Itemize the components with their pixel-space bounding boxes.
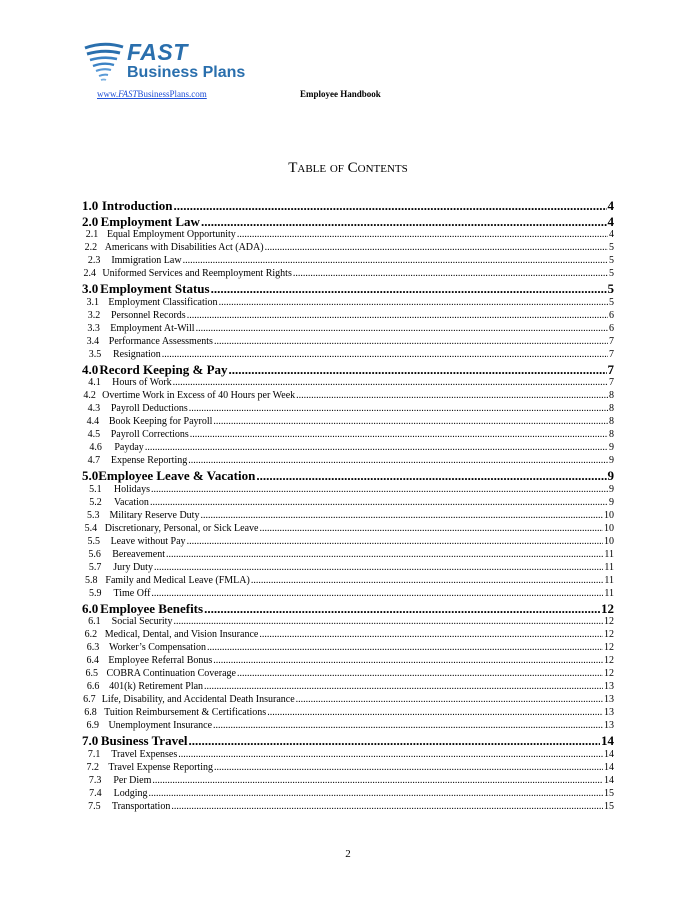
- toc-subsection-row[interactable]: [82, 442, 614, 455]
- toc-entry-title: Book Keeping for Payroll: [108, 416, 213, 427]
- toc-entry-title: Transportation: [111, 800, 171, 812]
- toc-entry-page: 12: [604, 668, 614, 679]
- toc-entry-page: 15: [604, 787, 614, 799]
- toc-dot-leader: [151, 484, 608, 495]
- toc-entry-number: 5.0: [82, 468, 99, 483]
- toc-subsection-row[interactable]: [82, 775, 614, 788]
- toc-entry-page: 14: [604, 774, 614, 786]
- toc-subsection-row[interactable]: [82, 575, 614, 588]
- toc-entry-number: 7.5: [88, 800, 101, 812]
- toc-entry-page: 5: [609, 255, 614, 266]
- toc-subsection-row[interactable]: [82, 588, 614, 601]
- toc-dot-leader: [152, 775, 603, 786]
- toc-entry-page: 8: [609, 403, 614, 414]
- toc-entry-title: Resignation: [112, 348, 161, 360]
- toc-subsection-row[interactable]: [82, 694, 614, 707]
- toc-subsection-row[interactable]: [82, 484, 614, 497]
- toc-entry-title: Military Reserve Duty: [109, 509, 200, 521]
- toc-dot-leader: [201, 214, 607, 230]
- toc-entry-title: Per Diem: [113, 774, 152, 786]
- toc-entry-page: 13: [604, 720, 614, 731]
- toc-entry-number: 4.4: [86, 416, 100, 427]
- website-link-prefix: www.: [97, 89, 119, 99]
- toc-subsection-row[interactable]: [82, 616, 614, 629]
- toc-entry-page: 8: [609, 416, 614, 427]
- toc-entry-page: 13: [604, 707, 614, 718]
- toc-dot-leader: [204, 601, 600, 617]
- toc-entry-title: Immigration Law: [111, 255, 182, 266]
- toc-subsection-row[interactable]: [82, 229, 614, 242]
- toc-entry-page: 4: [607, 198, 614, 213]
- toc-dot-leader: [200, 510, 603, 521]
- toc-entry-number: 4.1: [88, 377, 101, 388]
- toc-entry-title: Employment Law: [100, 213, 200, 229]
- toc-entry-title: Jury Duty: [113, 561, 153, 573]
- toc-entry-number: 4.7: [87, 455, 101, 466]
- toc-entry-title: Payroll Corrections: [110, 429, 189, 440]
- toc-entry-number: 3.2: [87, 309, 101, 321]
- toc-section-row[interactable]: [82, 468, 614, 484]
- toc-entry-number: 1.0: [82, 198, 99, 213]
- toc-subsection-row[interactable]: [82, 749, 614, 762]
- toc-entry-title: Bereavement: [112, 548, 166, 560]
- toc-entry-page: 13: [604, 681, 614, 692]
- toc-entry-title: Payday: [114, 442, 144, 453]
- logo-text-business-plans: Business Plans: [127, 64, 246, 81]
- toc-entry-title: Record Keeping & Pay: [99, 361, 228, 377]
- toc-entry-page: 14: [604, 761, 614, 773]
- toc-subsection-row[interactable]: [82, 349, 614, 362]
- toc-dot-leader: [237, 668, 603, 679]
- toc-entry-title: Performance Assessments: [108, 335, 213, 347]
- toc-dot-leader: [293, 268, 608, 279]
- toc-subsection-row[interactable]: [82, 268, 614, 281]
- toc-entry-page: 7: [609, 348, 614, 360]
- toc-entry-page: 12: [604, 629, 614, 640]
- toc-subsection-row[interactable]: [82, 297, 614, 310]
- toc-dot-leader: [219, 297, 608, 308]
- toc-subsection-row[interactable]: [82, 801, 614, 814]
- toc-subsection-row[interactable]: [82, 536, 614, 549]
- toc-entry-page: 7: [609, 335, 614, 347]
- toc-entry-page: 12: [601, 600, 614, 616]
- toc-dot-leader: [211, 281, 607, 297]
- toc-entry-title: Business Travel: [100, 733, 188, 748]
- toc-entry-title: Employee Benefits: [100, 600, 204, 616]
- toc-subsection-row[interactable]: [82, 629, 614, 642]
- toc-entry-page: 11: [604, 561, 614, 573]
- toc-entry-number: 6.4: [86, 655, 99, 666]
- website-link-brand: FAST: [118, 89, 138, 99]
- toc-entry-title: Hours of Work: [112, 377, 172, 388]
- toc-subsection-row[interactable]: [82, 429, 614, 442]
- toc-subsection-row[interactable]: [82, 549, 614, 562]
- toc-entry-page: 11: [604, 587, 614, 599]
- toc-entry-number: 6.3: [86, 642, 100, 653]
- toc-dot-leader: [213, 655, 603, 666]
- toc-entry-title: Leave without Pay: [110, 535, 186, 547]
- toc-entry-page: 9: [609, 496, 614, 508]
- toc-entry-title: Employment Classification: [108, 296, 218, 308]
- toc-dot-leader: [173, 616, 603, 627]
- toc-dot-leader: [237, 229, 608, 240]
- toc-entry-page: 4: [609, 229, 614, 240]
- toc-entry-title: Travel Expenses: [111, 748, 178, 760]
- toc-entry-number: 5.4: [84, 522, 98, 534]
- toc-entry-number: 3.0: [82, 281, 99, 296]
- toc-entry-number: 5.6: [88, 548, 101, 560]
- toc-entry-page: 12: [604, 642, 614, 653]
- toc-entry-title: Life, Disability, and Accidental Death Insurance: [101, 694, 295, 705]
- toc-entry-page: 11: [604, 574, 614, 586]
- toc-dot-leader: [149, 788, 603, 799]
- toc-entry-page: 9: [607, 468, 614, 483]
- toc-entry-page: 9: [609, 442, 614, 453]
- toc-subsection-row[interactable]: [82, 323, 614, 336]
- toc-entry-title: Tuition Reimbursement & Certifications: [104, 707, 267, 718]
- toc-entry-page: 12: [604, 655, 614, 666]
- toc-entry-number: 6.7: [83, 694, 96, 705]
- toc-entry-number: 5.8: [84, 574, 98, 586]
- toc-dot-leader: [296, 694, 603, 705]
- toc-subsection-row[interactable]: [82, 403, 614, 416]
- toc-entry-page: 4: [607, 213, 614, 229]
- toc-subsection-row[interactable]: [82, 377, 614, 390]
- toc-entry-page: 12: [604, 616, 614, 627]
- toc-entry-number: 4.5: [87, 429, 101, 440]
- toc-entry-title: Introduction: [101, 198, 173, 213]
- toc-entry-title: Employment At-Will: [110, 322, 195, 334]
- toc-dot-leader: [259, 523, 603, 534]
- toc-entry-page: 9: [609, 455, 614, 466]
- toc-entry-page: 6: [609, 309, 614, 321]
- toc-entry-title: Vacation: [113, 496, 149, 508]
- toc-subsection-row[interactable]: [82, 788, 614, 801]
- toc-dot-leader: [190, 429, 608, 440]
- toc-dot-leader: [173, 198, 606, 214]
- toc-entry-number: 6.5: [85, 668, 98, 679]
- toc-entry-page: 14: [604, 748, 614, 760]
- toc-entry-title: Holidays: [113, 483, 150, 495]
- toc-entry-page: 9: [609, 483, 614, 495]
- toc-dot-leader: [267, 707, 603, 718]
- toc-subsection-row[interactable]: [82, 720, 614, 733]
- toc-entry-number: 3.5: [88, 348, 102, 360]
- toc-subsection-row[interactable]: [82, 668, 614, 681]
- toc-section-row[interactable]: [82, 198, 614, 214]
- toc-dot-leader: [173, 377, 608, 388]
- toc-subsection-row[interactable]: [82, 642, 614, 655]
- toc-entry-number: 6.2: [84, 629, 98, 640]
- toc-entry-number: 7.3: [88, 774, 102, 786]
- toc-entry-number: 4.6: [89, 442, 102, 453]
- toc-entry-page: 5: [607, 281, 614, 296]
- toc-entry-title: 401(k) Retirement Plan: [109, 681, 204, 692]
- toc-dot-leader: [229, 362, 607, 378]
- toc-dot-leader: [183, 255, 608, 266]
- toc-entry-page: 13: [604, 694, 614, 705]
- toc-dot-leader: [256, 468, 606, 484]
- toc-dot-leader: [162, 349, 608, 360]
- toc-entry-number: 7.2: [86, 761, 99, 773]
- toc-entry-page: 11: [604, 548, 614, 560]
- logo-text-fast: FAST: [127, 39, 188, 65]
- toc-dot-leader: [151, 588, 603, 599]
- toc-entry-number: 2.2: [84, 242, 98, 253]
- toc-entry-number: 3.3: [87, 322, 100, 334]
- toc-entry-title: Employment Status: [100, 281, 210, 296]
- toc-dot-leader: [178, 749, 603, 760]
- toc-dot-leader: [196, 323, 608, 334]
- toc-entry-page: 7: [609, 377, 614, 388]
- toc-subsection-row[interactable]: [82, 510, 614, 523]
- toc-section-row[interactable]: [82, 601, 614, 617]
- toc-entry-title: Time Off: [113, 587, 151, 599]
- toc-subsection-row[interactable]: [82, 681, 614, 694]
- toc-entry-page: 7: [607, 361, 614, 377]
- toc-subsection-row[interactable]: [82, 390, 614, 403]
- toc-entry-number: 2.4: [83, 268, 96, 279]
- toc-section-row[interactable]: [82, 214, 614, 230]
- toc-entry-number: 5.3: [86, 509, 100, 521]
- website-link[interactable]: [97, 89, 207, 99]
- toc-dot-leader: [204, 681, 603, 692]
- toc-subsection-row[interactable]: [82, 255, 614, 268]
- toc-section-row[interactable]: [82, 733, 614, 749]
- toc-entry-title: Uniformed Services and Reemployment Rights: [102, 268, 292, 279]
- tornado-logo-icon: [83, 42, 125, 86]
- toc-entry-page: 14: [601, 733, 614, 748]
- toc-dot-leader: [296, 390, 608, 401]
- toc-entry-number: 5.7: [88, 561, 102, 573]
- toc-subsection-row[interactable]: [82, 497, 614, 510]
- toc-entry-number: 3.1: [86, 296, 99, 308]
- toc-entry-number: 4.3: [87, 403, 101, 414]
- toc-entry-number: 5.9: [88, 587, 102, 599]
- toc-entry-number: 6.0: [82, 600, 99, 616]
- toc-dot-leader: [259, 629, 603, 640]
- document-title: Employee Handbook: [300, 89, 381, 99]
- toc-entry-number: 3.4: [86, 335, 100, 347]
- toc-entry-number: 7.4: [89, 787, 102, 799]
- toc-entry-title: Discretionary, Personal, or Sick Leave: [104, 522, 259, 534]
- toc-entry-page: 8: [609, 429, 614, 440]
- toc-entry-number: 6.8: [84, 707, 97, 718]
- toc-subsection-row[interactable]: [82, 655, 614, 668]
- toc-entry-number: 4.2: [83, 390, 96, 401]
- toc-entry-number: 5.2: [89, 496, 102, 508]
- toc-entry-title: Employee Referral Bonus: [108, 655, 213, 666]
- toc-dot-leader: [154, 562, 603, 573]
- toc-dot-leader: [188, 733, 600, 749]
- toc-entry-title: Social Security: [111, 616, 173, 627]
- toc-entry-title: Medical, Dental, and Vision Insurance: [104, 629, 259, 640]
- toc-dot-leader: [189, 403, 608, 414]
- toc-entry-title: Unemployment Insurance: [108, 720, 213, 731]
- toc-heading: Table of Contents: [288, 160, 408, 176]
- toc-subsection-row[interactable]: [82, 707, 614, 720]
- toc-dot-leader: [213, 720, 603, 731]
- toc-entry-title: Lodging: [113, 787, 148, 799]
- toc-dot-leader: [265, 242, 608, 253]
- toc-entry-title: Equal Employment Opportunity: [106, 229, 236, 240]
- toc-entry-number: 6.9: [86, 720, 99, 731]
- toc-entry-title: Payroll Deductions: [110, 403, 188, 414]
- toc-entry-page: 10: [604, 509, 614, 521]
- toc-entry-page: 5: [609, 296, 614, 308]
- page-number: 2: [345, 848, 351, 860]
- toc-dot-leader: [214, 762, 603, 773]
- toc-subsection-row[interactable]: [82, 562, 614, 575]
- toc-dot-leader: [214, 336, 608, 347]
- toc-entry-page: 5: [609, 268, 614, 279]
- toc-entry-title: Americans with Disabilities Act (ADA): [104, 242, 264, 253]
- toc-dot-leader: [187, 310, 608, 321]
- toc-subsection-row[interactable]: [82, 762, 614, 775]
- toc-subsection-row[interactable]: [82, 523, 614, 536]
- toc-entry-title: Overtime Work in Excess of 40 Hours per Week: [102, 390, 296, 401]
- toc-section-row[interactable]: [82, 362, 614, 378]
- toc-entry-number: 6.6: [86, 681, 100, 692]
- toc-entry-page: 10: [604, 535, 614, 547]
- toc-dot-leader: [166, 549, 603, 560]
- toc-entry-page: 8: [609, 390, 614, 401]
- toc-entry-title: Expense Reporting: [110, 455, 188, 466]
- toc-entry-title: Employee Leave & Vacation: [98, 468, 256, 483]
- toc-subsection-row[interactable]: [82, 310, 614, 323]
- toc-entry-number: 2.3: [87, 255, 101, 266]
- toc-entry-page: 15: [604, 800, 614, 812]
- toc-subsection-row[interactable]: [82, 455, 614, 468]
- toc-entry-title: Worker’s Compensation: [108, 642, 206, 653]
- toc-entry-number: 6.1: [88, 616, 101, 627]
- toc-entry-number: 2.1: [85, 229, 99, 240]
- website-link-suffix: BusinessPlans.com: [137, 89, 207, 99]
- toc-dot-leader: [251, 575, 604, 586]
- toc-entry-number: 5.1: [89, 483, 102, 495]
- toc-dot-leader: [187, 536, 603, 547]
- toc-dot-leader: [207, 642, 603, 653]
- toc-entry-title: Personnel Records: [110, 309, 186, 321]
- company-logo: [83, 39, 283, 90]
- toc-entry-title: COBRA Continuation Coverage: [106, 668, 236, 679]
- toc-subsection-row[interactable]: [82, 242, 614, 255]
- toc-entry-page: 6: [609, 322, 614, 334]
- toc-entry-title: Travel Expense Reporting: [108, 761, 213, 773]
- toc-subsection-row[interactable]: [82, 416, 614, 429]
- toc-dot-leader: [213, 416, 608, 427]
- toc-entry-number: 7.1: [87, 748, 101, 760]
- toc-subsection-row[interactable]: [82, 336, 614, 349]
- table-of-contents: [82, 198, 614, 814]
- toc-section-row[interactable]: [82, 281, 614, 297]
- toc-dot-leader: [150, 497, 608, 508]
- toc-entry-number: 5.5: [87, 535, 101, 547]
- toc-dot-leader: [171, 801, 603, 812]
- toc-entry-page: 5: [609, 242, 614, 253]
- toc-dot-leader: [188, 455, 608, 466]
- toc-entry-title: Family and Medical Leave (FMLA): [105, 574, 250, 586]
- toc-entry-page: 10: [604, 522, 614, 534]
- toc-dot-leader: [145, 442, 608, 453]
- toc-entry-number: 7.0: [82, 733, 99, 748]
- toc-entry-number: 4.0: [82, 361, 99, 377]
- toc-entry-number: 2.0: [82, 213, 99, 229]
